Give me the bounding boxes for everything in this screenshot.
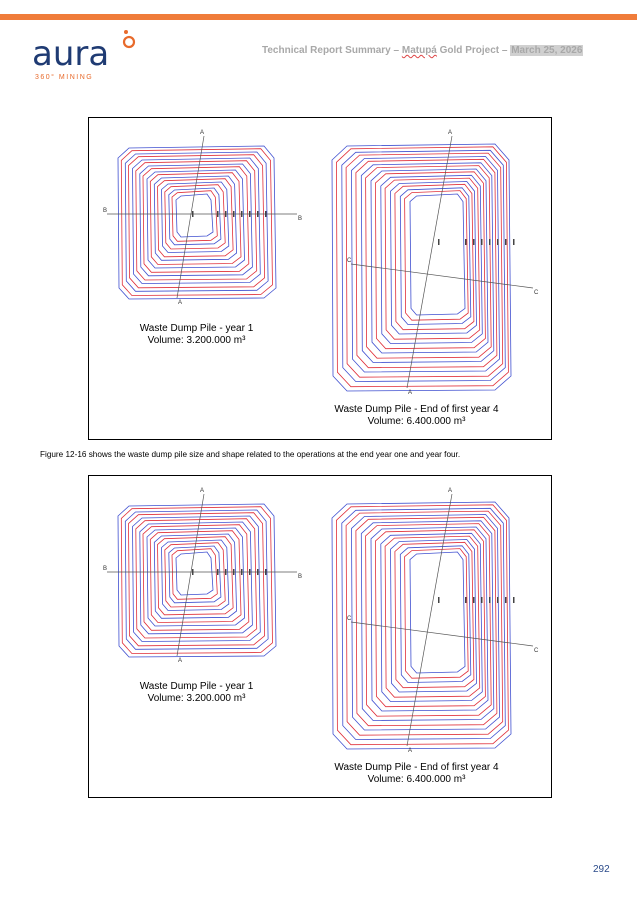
section-c-tick: [465, 239, 467, 245]
header-title-part2: Gold Project –: [436, 45, 511, 56]
year4-pile-contour-blue: [391, 540, 477, 693]
section-b-tick: [192, 211, 194, 217]
section-c-tick: [489, 239, 491, 245]
section-b-year1-end-marker: B: [298, 216, 303, 222]
section-a-year4-start-marker: A: [448, 488, 453, 494]
section-b-tick: [241, 211, 243, 217]
year4-pile-contour-blue: [391, 182, 477, 335]
section-a-year1-start-marker: A: [200, 488, 205, 494]
section-c-year4-line: [351, 264, 533, 288]
year4-volume: Volume: 6.400.000 m³: [367, 774, 466, 785]
section-b-tick: [249, 211, 251, 217]
section-c-tick: [481, 239, 483, 245]
section-c-tick: [473, 597, 475, 603]
year1-volume: Volume: 3.200.000 m³: [147, 693, 246, 704]
section-b-tick: [257, 211, 259, 217]
section-c-year4-end-marker: C: [534, 290, 539, 296]
section-b-tick: [217, 569, 219, 575]
section-b-year1-start-marker: B: [103, 566, 108, 572]
year4-title: Waste Dump Pile - End of first year 4: [334, 404, 499, 415]
section-a-year4-start-marker: A: [448, 130, 453, 136]
waste-dump-plan-drawing: [89, 118, 551, 439]
waste-dump-figure-1: [88, 117, 552, 440]
section-b-tick: [257, 569, 259, 575]
figure-caption: Figure 12-16 shows the waste dump pile size and shape related to the operations at the end year one and year four.: [40, 450, 461, 459]
waste-dump-figure-2: [88, 475, 552, 798]
section-a-year4-end-marker: A: [408, 748, 413, 754]
section-b-tick: [233, 211, 235, 217]
year1-title: Waste Dump Pile - year 1: [139, 323, 254, 334]
section-c-tick: [505, 239, 507, 245]
section-c-tick: [505, 597, 507, 603]
section-b-tick: [233, 569, 235, 575]
year4-label: [324, 404, 509, 428]
year4-pile-contour-blue: [410, 194, 465, 315]
section-c-tick: [481, 597, 483, 603]
section-c-year4-start-marker: C: [347, 258, 352, 264]
section-a-year1-line: [177, 494, 204, 656]
section-c-year4-line: [351, 622, 533, 646]
section-a-year1-end-marker: A: [178, 658, 183, 664]
header-project-name: Matupá: [401, 45, 437, 56]
company-logo: [32, 26, 152, 86]
year1-pile-contour-blue: [176, 552, 213, 595]
section-b-tick: [249, 569, 251, 575]
section-b-tick: [225, 569, 227, 575]
section-c-tick: [497, 239, 499, 245]
year1-pile-contour-blue: [176, 194, 213, 237]
section-b-tick: [225, 211, 227, 217]
year4-pile-contour-red: [395, 184, 474, 329]
section-c-tick: [513, 597, 515, 603]
section-a-year4-line: [407, 136, 452, 388]
section-a-year4-line: [407, 494, 452, 746]
section-a-year1-line: [177, 136, 204, 298]
header-title-part1: Technical Report Summary –: [262, 45, 402, 56]
section-c-tick: [438, 239, 440, 245]
section-c-tick: [473, 239, 475, 245]
logo-wordmark: aura: [32, 34, 110, 74]
year4-pile-contour-red: [405, 549, 469, 679]
section-b-year1-start-marker: B: [103, 208, 108, 214]
year4-pile-contour-red: [405, 191, 469, 321]
section-b-tick: [192, 569, 194, 575]
year1-title: Waste Dump Pile - year 1: [139, 681, 254, 692]
logo-mark-icon: [118, 28, 140, 50]
section-b-tick: [241, 569, 243, 575]
section-b-tick: [265, 211, 267, 217]
year1-label: [119, 681, 274, 705]
report-header-title: [262, 45, 583, 56]
section-b-tick: [217, 211, 219, 217]
section-b-year1-end-marker: B: [298, 574, 303, 580]
page-number: 292: [593, 864, 610, 875]
year4-pile-contour-blue: [410, 552, 465, 673]
section-c-year4-end-marker: C: [534, 648, 539, 654]
year4-title: Waste Dump Pile - End of first year 4: [334, 762, 499, 773]
header-date: March 25, 2026: [511, 45, 583, 56]
section-b-tick: [265, 569, 267, 575]
section-a-year1-start-marker: A: [200, 130, 205, 136]
year4-label: [324, 762, 509, 786]
section-c-tick: [438, 597, 440, 603]
logo-tagline: 360° MINING: [35, 74, 94, 81]
section-c-tick: [465, 597, 467, 603]
section-c-tick: [513, 239, 515, 245]
section-c-tick: [489, 597, 491, 603]
year4-volume: Volume: 6.400.000 m³: [367, 416, 466, 427]
year4-pile-contour-red: [395, 542, 474, 687]
waste-dump-plan-drawing: [89, 476, 551, 797]
section-c-year4-start-marker: C: [347, 616, 352, 622]
header-accent-bar: [0, 14, 637, 20]
section-a-year1-end-marker: A: [178, 300, 183, 306]
year1-volume: Volume: 3.200.000 m³: [147, 335, 246, 346]
section-a-year4-end-marker: A: [408, 390, 413, 396]
section-c-tick: [497, 597, 499, 603]
year1-label: [119, 323, 274, 347]
